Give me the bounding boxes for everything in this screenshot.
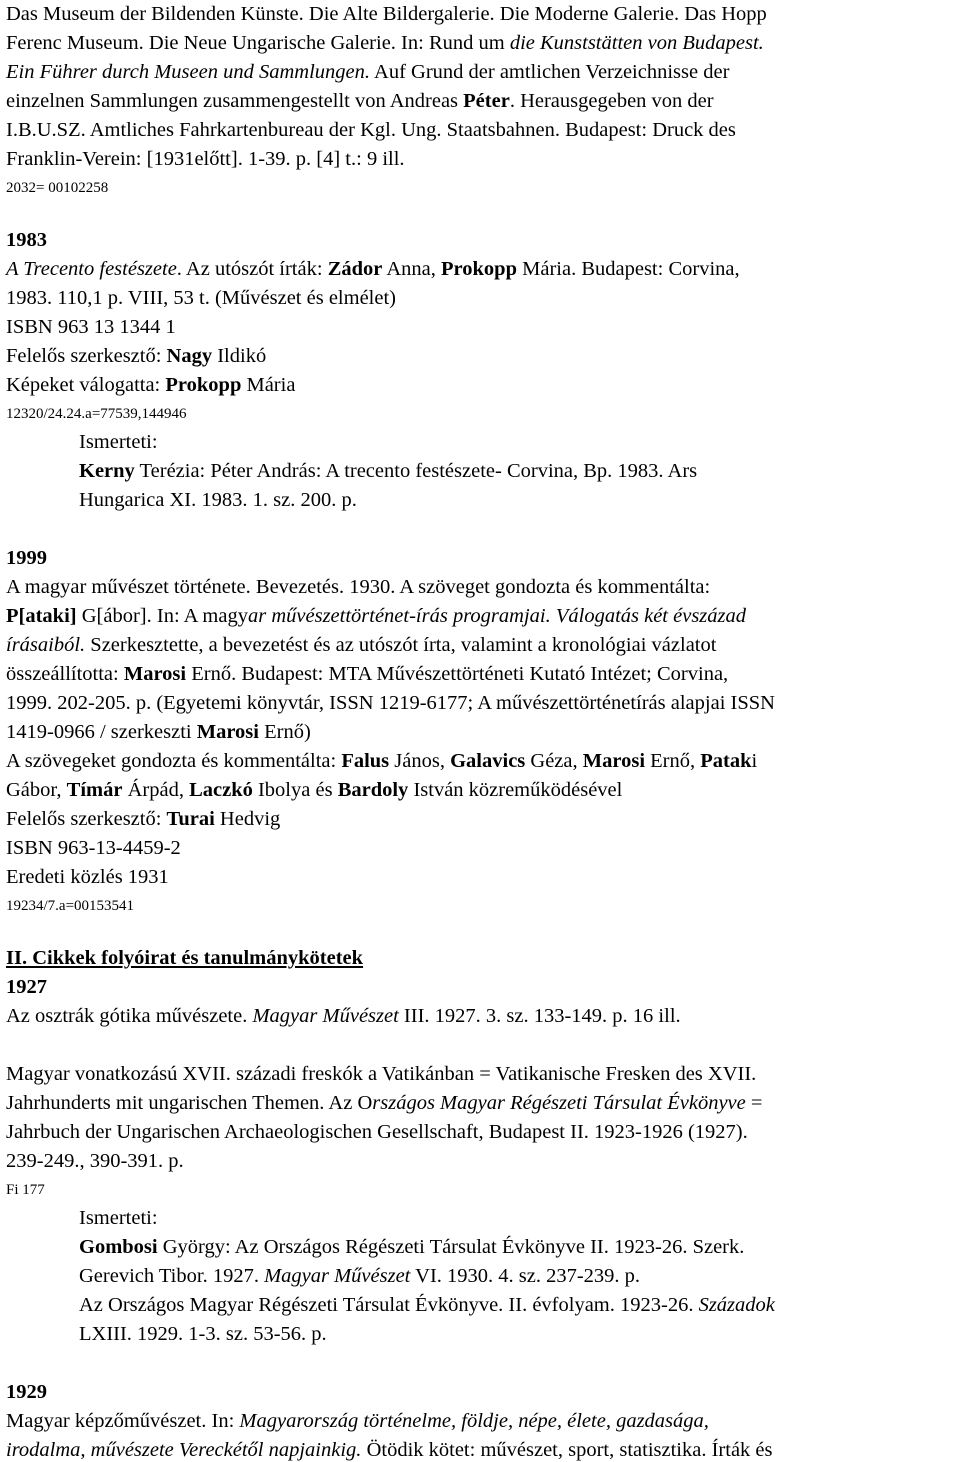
- italic-run: irodalma, művészete Vereckétől napjainkig.: [6, 1439, 362, 1461]
- text-run: . Herausgegeben von der: [509, 90, 714, 112]
- spacer: [6, 920, 960, 944]
- year-heading: 1929: [6, 1381, 47, 1403]
- text-run: Magyar képzőművészet. In:: [6, 1410, 240, 1432]
- text-run: 1419-0966 / szerkeszti: [6, 721, 197, 743]
- isbn-line: ISBN 963 13 1344 1: [6, 316, 176, 338]
- text-run: Gábor,: [6, 779, 67, 801]
- year-block-1999: [6, 544, 960, 920]
- text-run: . Az utószót írták:: [176, 258, 328, 280]
- catalog-code: Fi 177: [6, 1182, 45, 1198]
- author-name: Tímár: [66, 779, 123, 801]
- author-name: Prokopp: [441, 258, 517, 280]
- author-name: Nagy: [166, 345, 213, 367]
- text-line: [6, 87, 960, 116]
- text-line: [6, 457, 960, 486]
- text-run: Ferenc Museum. Die Neue Ungarische Galerie. In: Rund um: [6, 32, 510, 54]
- text-line: [6, 1089, 960, 1118]
- text-run: Árpád,: [122, 779, 190, 801]
- spacer: [6, 202, 960, 226]
- text-line: [6, 342, 960, 371]
- author-name: Falus: [341, 750, 390, 772]
- author-name: Patak: [700, 750, 752, 772]
- author-name: Prokopp: [165, 374, 242, 396]
- review-label: Ismerteti:: [79, 431, 158, 453]
- text-line: [6, 776, 960, 805]
- author-name: Gombosi: [79, 1236, 158, 1258]
- author-name: Péter: [463, 90, 510, 112]
- text-line: [6, 1233, 960, 1262]
- text-run: Felelős szerkesztő:: [6, 345, 167, 367]
- text-run: Szerkesztette, a bevezetést és az utószót írta, valamint a kronológiai vázlatot: [85, 634, 717, 656]
- italic-run: die Kunststätten von Budapest.: [509, 32, 764, 54]
- text-line: Hungarica XI. 1983. 1. sz. 200. p.: [79, 489, 357, 511]
- text-run: Ildikó: [212, 345, 267, 367]
- text-run: Géza,: [525, 750, 583, 772]
- catalog-code: 19234/7.a=00153541: [6, 898, 135, 914]
- italic-run: Századok: [698, 1294, 775, 1316]
- text-line: 1983. 110,1 p. VIII, 53 t. (Művészet és elmélet): [6, 287, 396, 309]
- italic-run: Magyar Művészet: [264, 1265, 411, 1287]
- text-run: Képeket válogatta:: [6, 374, 166, 396]
- italic-run: rszágos Magyar Régészeti Társulat Évkönyve: [372, 1092, 746, 1114]
- text-line: [6, 660, 960, 689]
- catalog-code: 12320/24.24.a=77539,144946: [6, 406, 187, 422]
- text-line: Eredeti közlés 1931: [6, 866, 169, 888]
- text-run: Franklin-Verein: [1931előtt]. 1-39. p. [4] t.: 9 ill.: [6, 148, 405, 170]
- text-run: János,: [389, 750, 451, 772]
- author-name: P[ataki]: [6, 605, 77, 627]
- text-line: [6, 1407, 960, 1436]
- italic-run: írásaiból.: [6, 634, 86, 656]
- text-line: [6, 371, 960, 400]
- year-block-1929: [6, 1378, 960, 1462]
- text-run: VI. 1930. 4. sz. 237-239. p.: [410, 1265, 641, 1287]
- text-line: [6, 1291, 960, 1320]
- text-run: Gerevich Tibor. 1927.: [79, 1265, 265, 1287]
- text-line: [6, 145, 960, 174]
- text-line: Magyar vonatkozású XVII. századi freskók a Vatikánban = Vatikanische Fresken des XVII.: [6, 1063, 757, 1085]
- text-line: [6, 58, 960, 87]
- text-run: Az Országos Magyar Régészeti Társulat Évkönyve. II. évfolyam. 1923-26.: [79, 1294, 699, 1316]
- text-line: [6, 602, 960, 631]
- author-name: Zádor: [327, 258, 383, 280]
- text-run: Das Museum der Bildenden Künste. Die Alte Bildergalerie. Die Moderne Galerie. Das Hopp: [6, 3, 767, 25]
- text-run: Mária. Budapest: Corvina,: [517, 258, 740, 280]
- text-run: einzelnen Sammlungen zusammengestellt von Andreas: [6, 90, 464, 112]
- text-run: Ernő. Budapest: MTA Művészettörténeti Kutató Intézet; Corvina,: [186, 663, 729, 685]
- text-run: Terézia: Péter András: A trecento festészete- Corvina, Bp. 1983. Ars: [134, 460, 698, 482]
- year-heading: 1927: [6, 976, 47, 998]
- author-name: Turai: [166, 808, 215, 830]
- italic-run: Magyarország történelme, földje, népe, élete, gazdasága,: [239, 1410, 709, 1432]
- italic-run: A Trecento festészete: [6, 258, 177, 280]
- italic-run: Magyar Művészet: [252, 1005, 399, 1027]
- spacer: [6, 515, 960, 544]
- text-run: Mária: [241, 374, 296, 396]
- text-line: 1999. 202-205. p. (Egyetemi könyvtár, ISSN 1219-6177; A művészettörténetírás alapjai ISSN: [6, 692, 775, 714]
- text-run: Jahrhunderts mit ungarischen Themen. Az O: [6, 1092, 373, 1114]
- spacer: [6, 1349, 960, 1378]
- author-name: Laczkó: [189, 779, 253, 801]
- text-run: István közreműködésével: [408, 779, 623, 801]
- entry-museum-guide: [6, 0, 960, 202]
- text-run: összeállította:: [6, 663, 124, 685]
- text-line: [6, 805, 960, 834]
- text-line: [6, 1436, 960, 1462]
- italic-run: ar művészettörténet-írás programjai. Válogatás két évszázad: [247, 605, 747, 627]
- year-heading: 1999: [6, 547, 47, 569]
- text-run: György: Az Országos Régészeti Társulat Évkönyve II. 1923-26. Szerk.: [157, 1236, 745, 1258]
- text-run: I.B.U.SZ. Amtliches Fahrkartenbureau der Kgl. Ung. Staatsbahnen. Budapest: Druck des: [6, 119, 736, 141]
- author-name: Marosi: [123, 663, 187, 685]
- text-line: [6, 255, 960, 284]
- text-line: 239-249., 390-391. p.: [6, 1150, 184, 1172]
- year-heading: 1983: [6, 229, 47, 251]
- text-run: Ernő): [258, 721, 311, 743]
- text-line: A magyar művészet története. Bevezetés. 1930. A szöveget gondozta és kommentálta:: [6, 576, 711, 598]
- text-run: Hedvig: [214, 808, 281, 830]
- text-line: [6, 1262, 960, 1291]
- text-run: Anna,: [382, 258, 442, 280]
- review-label: Ismerteti:: [79, 1207, 158, 1229]
- text-line: [6, 116, 960, 145]
- text-run: =: [745, 1092, 763, 1114]
- text-line: LXIII. 1929. 1-3. sz. 53-56. p.: [79, 1323, 327, 1345]
- text-line: [6, 29, 960, 58]
- italic-run: Ein Führer durch Museen und Sammlungen.: [6, 61, 371, 83]
- text-line: Jahrbuch der Ungarischen Archaeologischen Gesellschaft, Budapest II. 1923-1926 (1927).: [6, 1121, 748, 1143]
- year-block-1927: [6, 973, 960, 1349]
- catalog-code: 2032= 00102258: [6, 180, 109, 196]
- text-run: Auf Grund der amtlichen Verzeichnisse der: [370, 61, 730, 83]
- section-heading: II. Cikkek folyóirat és tanulmánykötetek: [6, 947, 364, 969]
- text-run: III. 1927. 3. sz. 133-149. p. 16 ill.: [398, 1005, 681, 1027]
- text-line: [6, 718, 960, 747]
- text-line: [6, 747, 960, 776]
- author-name: Marosi: [196, 721, 259, 743]
- author-name: Bardoly: [337, 779, 409, 801]
- text-run: Ibolya és: [252, 779, 338, 801]
- author-name: Galavics: [450, 750, 526, 772]
- spacer: [6, 1031, 960, 1060]
- isbn-line: ISBN 963-13-4459-2: [6, 837, 181, 859]
- text-line: [6, 631, 960, 660]
- year-block-1983: [6, 226, 960, 515]
- text-run: Ernő,: [645, 750, 701, 772]
- text-line: [6, 0, 960, 29]
- text-run: G[ábor]. In: A magy: [76, 605, 248, 627]
- author-name: Kerny: [79, 460, 135, 482]
- text-run: Felelős szerkesztő:: [6, 808, 167, 830]
- text-run: Ötödik kötet: művészet, sport, statisztika. Írták és: [361, 1439, 773, 1461]
- text-run: Az osztrák gótika művészete.: [6, 1005, 253, 1027]
- text-line: [6, 1002, 960, 1031]
- text-run: A szövegeket gondozta és kommentálta:: [6, 750, 342, 772]
- author-name: Marosi: [582, 750, 646, 772]
- text-run: i: [751, 750, 758, 772]
